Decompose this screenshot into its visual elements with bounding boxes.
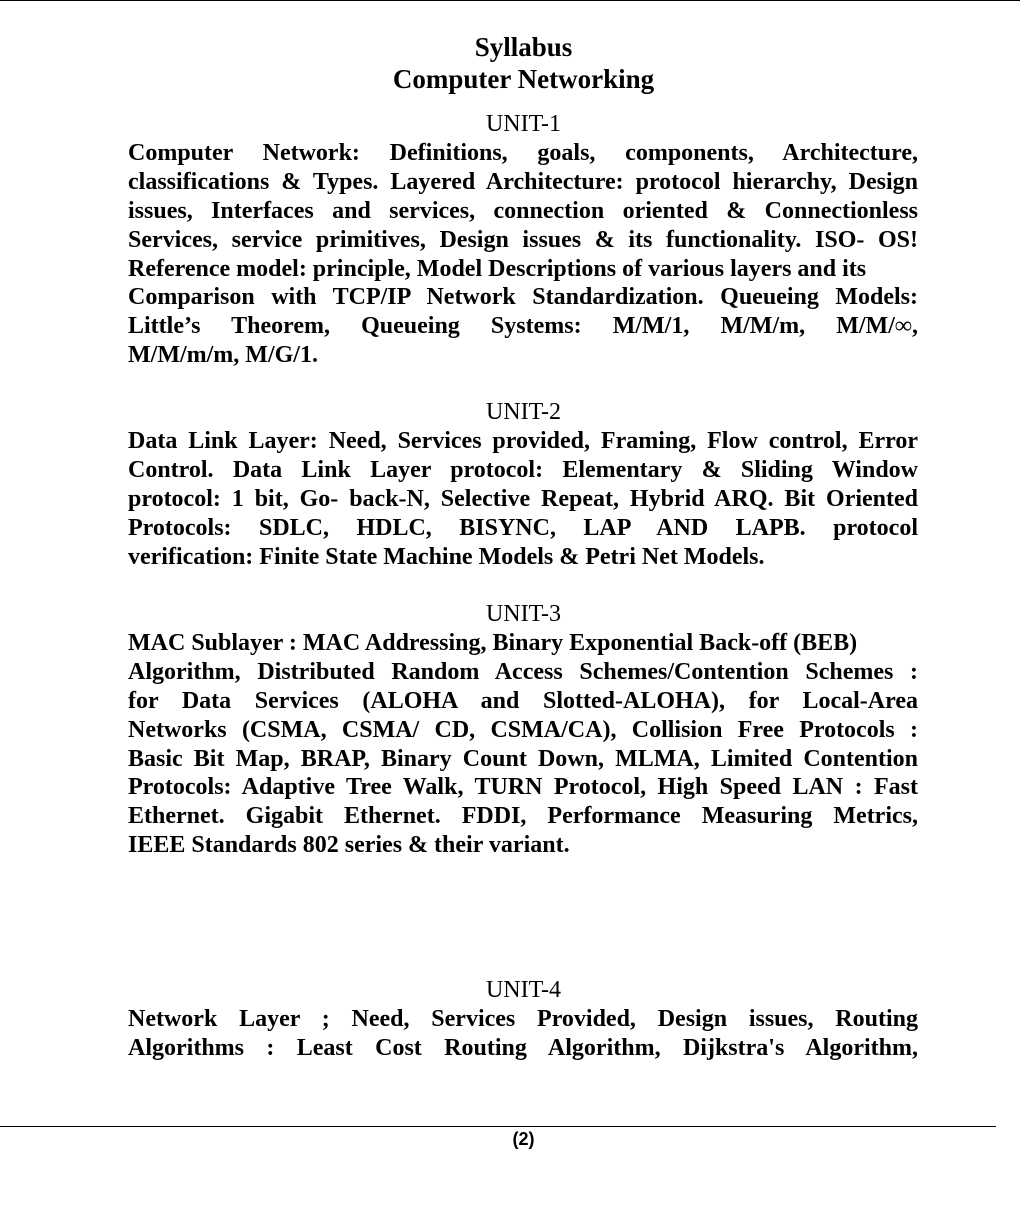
unit-3-heading: UNIT-3	[485, 601, 562, 627]
unit-3-line: IEEE Standards 802 series & their variant.	[128, 832, 570, 859]
unit-3-line: Basic Bit Map, BRAP, Binary Count Down, MLMA, Limited Contention	[128, 745, 918, 772]
unit-3-line: Algorithm, Distributed Random Access Schemes/Contention Schemes :	[128, 658, 918, 685]
unit-3-line: Networks (CSMA, CSMA/ CD, CSMA/CA), Collision Free Protocols :	[128, 716, 918, 743]
unit-1-line: Services, service primitives, Design issues & its functionality. ISO- OS!	[128, 226, 918, 253]
unit-3-line: Ethernet. Gigabit Ethernet. FDDI, Performance Measuring Metrics,	[128, 803, 918, 830]
unit-4-line: Algorithms : Least Cost Routing Algorithm, Dijkstra's Algorithm,	[128, 1034, 918, 1061]
unit-3-line: Protocols: Adaptive Tree Walk, TURN Protocol, High Speed LAN : Fast	[128, 774, 918, 801]
document-title: Syllabus	[474, 32, 573, 62]
unit-3-line: MAC Sublayer : MAC Addressing, Binary Exponential Back-off (BEB)	[128, 630, 858, 656]
unit-2-body	[128, 427, 918, 571]
unit-2-line: Data Link Layer: Need, Services provided, Framing, Flow control, Error	[128, 428, 918, 454]
unit-1-line: Reference model: principle, Model Descriptions of various layers and its	[128, 255, 867, 282]
unit-1-body	[128, 139, 918, 370]
unit-4-heading: UNIT-4	[485, 977, 562, 1003]
unit-1-line: Computer Network: Definitions, goals, components, Architecture,	[128, 140, 918, 166]
unit-2-line: Protocols: SDLC, HDLC, BISYNC, LAP AND LAPB. protocol	[128, 514, 918, 541]
unit-2-line: protocol: 1 bit, Go- back-N, Selective Repeat, Hybrid ARQ. Bit Oriented	[128, 485, 918, 512]
document-subtitle: Computer Networking	[392, 64, 655, 94]
unit-3-line: for Data Services (ALOHA and Slotted-ALOHA), for Local-Area	[128, 687, 918, 714]
unit-2-line: Control. Data Link Layer protocol: Elementary & Sliding Window	[128, 456, 918, 483]
unit-1-line: issues, Interfaces and services, connection oriented & Connectionless	[128, 197, 918, 224]
unit-3-body	[128, 629, 918, 860]
unit-1-heading: UNIT-1	[485, 111, 562, 137]
unit-4-line: Network Layer ; Need, Services Provided, Design issues, Routing	[128, 1006, 918, 1032]
unit-2-heading: UNIT-2	[485, 399, 562, 425]
page-number: (2)	[512, 1129, 535, 1149]
top-rule	[0, 0, 1020, 1]
unit-4-body	[128, 1005, 918, 1063]
unit-1-line: Comparison with TCP/IP Network Standardization. Queueing Models:	[128, 284, 918, 311]
unit-1-line: Little’s Theorem, Queueing Systems: M/M/1, M/M/m, M/M/∞,	[128, 313, 918, 340]
unit-2-line: verification: Finite State Machine Models & Petri Net Models.	[128, 543, 765, 570]
unit-1-line: classifications & Types. Layered Architecture: protocol hierarchy, Design	[128, 168, 918, 195]
unit-1-line: M/M/m/m, M/G/1.	[128, 342, 318, 369]
footer-rule	[0, 1126, 996, 1127]
